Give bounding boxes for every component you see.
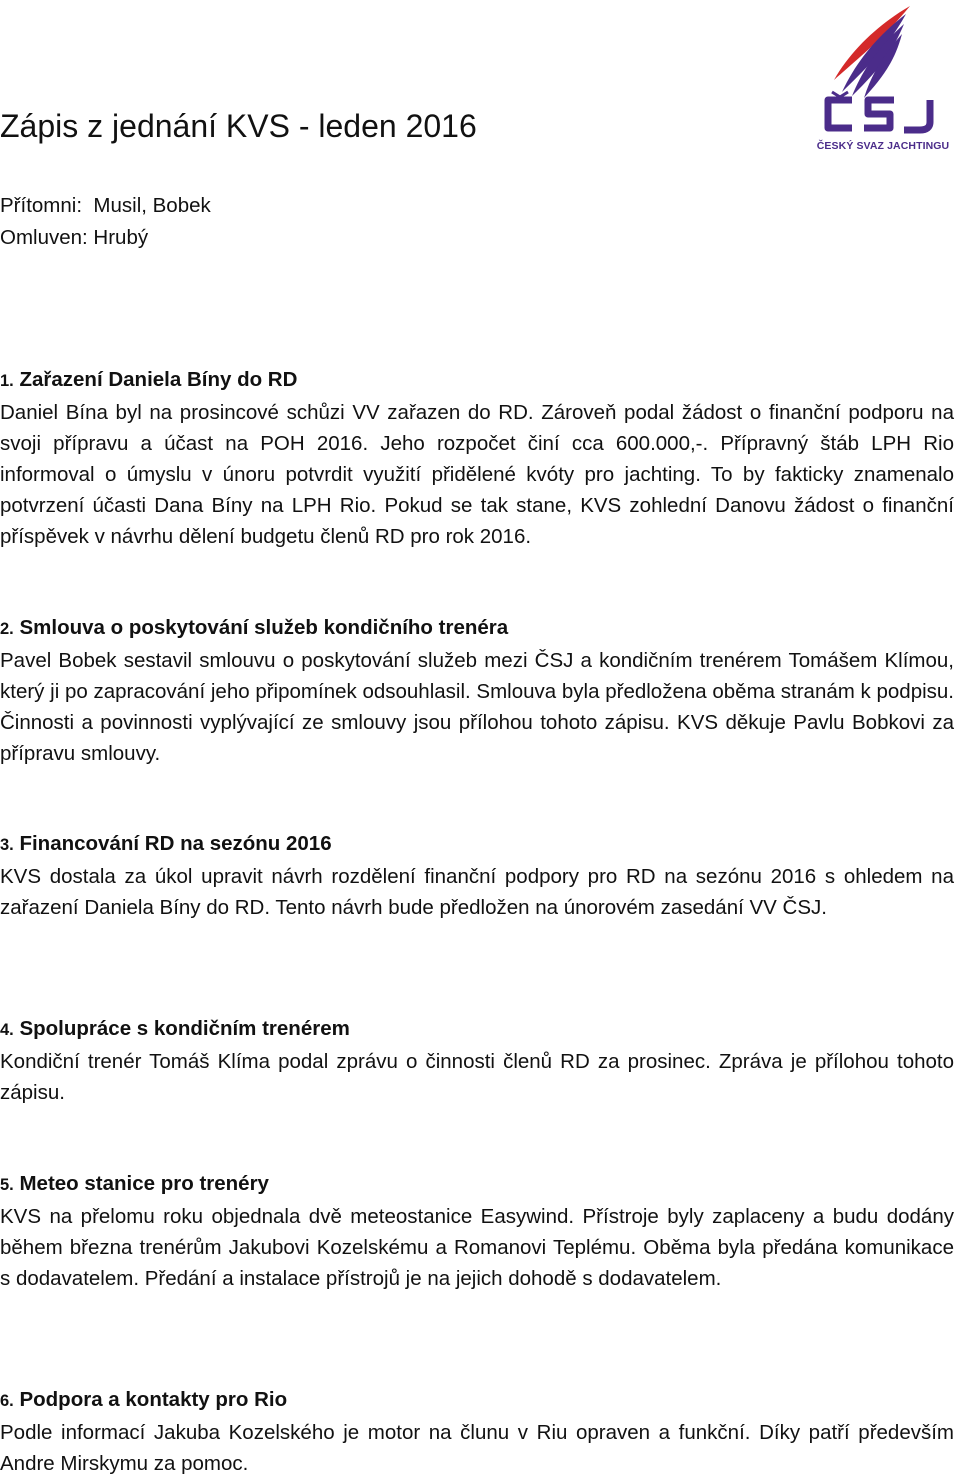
sail-logo-icon	[812, 0, 954, 140]
section-text: Daniel Bína byl na prosincové schůzi VV zařazen do RD. Zároveň podal žádost o finanční podporu na svoji přípravu a účast na POH 2016. Jeho rozpočet činí cca 600.000,-. Přípravný štáb LPH Rio informoval o úmyslu v únoru potvrdit využití přidělené kvóty pro jachting. To by fakticky znamenalo potvrzení účasti Dana Bíny na LPH Rio. Pokud se tak stane, KVS zohlední Danovu žádost o finanční příspěvek v návrhu dělení budgetu členů RD pro rok 2016.	[0, 401, 954, 548]
section-number: 5.	[0, 1176, 14, 1194]
section-title: Podpora a kontakty pro Rio	[19, 1388, 288, 1411]
section-heading	[0, 828, 954, 861]
section-heading	[0, 1384, 954, 1417]
section-heading	[0, 1168, 954, 1201]
section-title: Smlouva o poskytování služeb kondičního trenéra	[19, 616, 509, 639]
logo-caption: ČESKÝ SVAZ JACHTINGU	[816, 140, 950, 152]
section-heading	[0, 612, 954, 645]
section-3	[0, 828, 954, 923]
section-text: KVS na přelomu roku objednala dvě meteostanice Easywind. Přístroje byly zaplaceny a budu dodány během března trenérům Jakubovi Kozelskému a Romanovi Teplému. Oběma byla předána komunikace s dodavatelem. Předání a instalace přístrojů je na jejich dohodě s dodavatelem.	[0, 1205, 954, 1290]
section-text: KVS dostala za úkol upravit návrh rozdělení finanční podpory pro RD na sezónu 2016 s ohledem na zařazení Daniela Bíny do RD. Tento návrh bude předložen na únorovém zasedání VV ČSJ.	[0, 865, 954, 919]
section-number: 2.	[0, 620, 14, 638]
section-text: Podle informací Jakuba Kozelského je motor na člunu v Riu opraven a funkční. Díky patří především Andre Mirskymu za pomoc.	[0, 1421, 954, 1475]
section-text: Kondiční trenér Tomáš Klíma podal zprávu o činnosti členů RD za prosinec. Zpráva je přílohou tohoto zápisu.	[0, 1050, 954, 1104]
present-line: Přítomni: Musil, Bobek	[0, 194, 211, 217]
document-title: Zápis z jednání KVS - leden 2016	[0, 108, 477, 144]
excused-line: Omluven: Hrubý	[0, 226, 149, 249]
section-2	[0, 612, 954, 769]
section-number: 6.	[0, 1392, 14, 1410]
attendance-block	[0, 190, 211, 254]
section-5	[0, 1168, 954, 1294]
section-6	[0, 1384, 954, 1479]
section-title: Financování RD na sezónu 2016	[19, 832, 332, 855]
section-number: 3.	[0, 836, 14, 854]
section-title: Meteo stanice pro trenéry	[19, 1172, 269, 1195]
section-1	[0, 364, 954, 552]
section-number: 4.	[0, 1021, 14, 1039]
section-heading	[0, 364, 954, 397]
section-heading	[0, 1013, 954, 1046]
section-title: Spolupráce s kondičním trenérem	[19, 1017, 350, 1040]
section-text: Pavel Bobek sestavil smlouvu o poskytování služeb mezi ČSJ a kondičním trenérem Tomášem Klímou, který ji po zapracování jeho připomínek odsouhlasil. Smlouva byla předložena oběma stranám k podpisu. Činnosti a povinnosti vyplývající ze smlouvy jsou přílohou tohoto zápisu. KVS děkuje Pavlu Bobkovi za přípravu smlouvy.	[0, 649, 954, 765]
csj-logo	[812, 0, 954, 160]
section-title: Zařazení Daniela Bíny do RD	[19, 368, 298, 391]
section-4	[0, 1013, 954, 1108]
section-number: 1.	[0, 372, 14, 390]
